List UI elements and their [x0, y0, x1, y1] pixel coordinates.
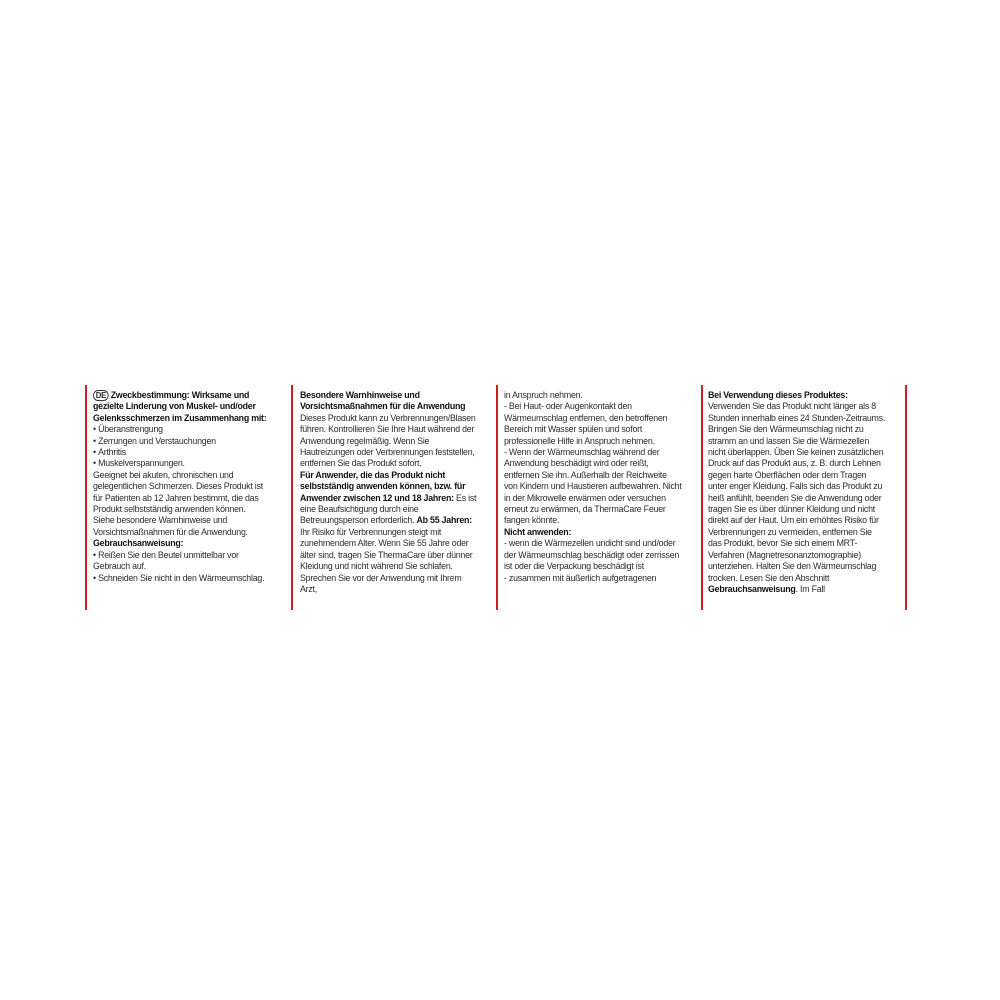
burn-warning-paragraph: Dieses Produkt kann zu Verbrennungen/Blasen führen. Kontrollieren Sie Ihre Haut während der Anwendung regelmäßig. Wenn Sie Hautreizungen oder Verbrennungen feststellen, entfernen Sie das Produkt sofort.: [300, 412, 476, 470]
supervision-paragraph: Für Anwender, die das Produkt nicht selbstständig anwenden können, bzw. für Anwender zwischen 12 und 18 Jahren: Es ist eine Beaufsichtigung durch eine Betreuungsperson erforderlich. Ab 55 Jahren: Ihr Risiko für Verbrennungen steigt mit zunehmendem Alter. Wenn Sie 55 Jahre oder älter sind, tragen Sie ThermaCare über dünner Kleidung und nicht während Sie schlafen. Sprechen Sie vor der Anwendung mit Ihrem Arzt,: [300, 469, 477, 595]
precaution-item: - Bei Haut- oder Augenkontakt den Wärmeumschlag entfernen, den betroffenen Bereich mit Wasser spülen und sofort professionelle Hilfe in Anspruch nehmen.: [504, 401, 668, 447]
column-usage: [708, 390, 886, 595]
column-precautions: [504, 390, 682, 584]
warnings-heading: Besondere Warnhinweise und Vorsichtsmaßnahmen für die Anwendung: [300, 390, 466, 413]
red-column-rule: [85, 385, 87, 610]
bullet-item: • Muskelverspannungen.: [93, 458, 271, 469]
bullet-item: • Überanstrengung: [93, 424, 271, 435]
red-column-rule: [701, 385, 703, 610]
red-column-rule: [905, 385, 907, 610]
instructions-heading: Gebrauchsanweisung:: [93, 538, 184, 550]
continued-line: in Anspruch nehmen.: [504, 390, 583, 401]
instruction-step: • Schneiden Sie nicht in den Wärmeumschlag.: [93, 573, 271, 584]
do-not-use-heading: Nicht anwenden:: [504, 526, 572, 538]
instruction-step: • Reißen Sie den Beutel unmittelbar vor Gebrauch auf.: [93, 550, 271, 573]
red-column-rule: [291, 385, 293, 610]
column-warnings: [300, 390, 478, 595]
bullet-item: • Arthritis: [93, 447, 271, 458]
intended-use-heading: DE Zweckbestimmung: Wirksame und gezielte Linderung von Muskel- und/oder Gelenksschmerzen im Zusammenhang mit:: [93, 390, 267, 424]
do-not-use-item: - zusammen mit äußerlich aufgetragenen: [504, 572, 657, 584]
see-warnings-paragraph: Siehe besondere Warnhinweise und Vorsichtsmaßnahmen für die Anwendung.: [93, 515, 248, 538]
suitability-paragraph: Geeignet bei akuten, chronischen und gelegentlichen Schmerzen. Dieses Produkt ist für Patienten ab 12 Jahren bestimmt, die das Produkt selbstständig anwenden können.: [93, 469, 263, 516]
language-badge: DE: [93, 390, 109, 401]
bullet-item: • Zerrungen und Verstauchungen: [93, 436, 271, 447]
red-column-rule: [496, 385, 498, 610]
do-not-use-item: - wenn die Wärmezellen undicht sind und/oder der Wärmeumschlag beschädigt oder zerrissen ist oder die Verpackung beschädigt ist: [504, 538, 680, 573]
precaution-item: - Wenn der Wärmeumschlag während der Anwendung beschädigt wird oder reißt, entfernen Sie ihn. Außerhalb der Reichweite von Kindern und Haustieren aufbewahren. Nicht in der Mikrowelle erwärmen oder versuchen erneut zu erwärmen, da ThermaCare Feuer fangen könnte.: [504, 447, 682, 527]
column-intended-use: [93, 390, 271, 584]
usage-paragraph: Bei Verwendung dieses Produktes: Verwenden Sie das Produkt nicht länger als 8 Stunden innerhalb eines 24 Stunden-Zeitraums. Bringen Sie den Wärmeumschlag nicht zu stramm an und lassen Sie die Wärmezellen nicht überlappen. Üben Sie keinen zusätzlichen Druck auf das Produkt aus, z. B. durch Lehnen gegen harte Oberflächen oder dem Tragen unter enger Kleidung. Falls sich das Produkt zu heiß anfühlt, beenden Sie die Anwendung oder tragen Sie es über dünner Kleidung und nicht direkt auf der Haut. Um ein erhöhtes Risiko für Verbrennungen zu vermeiden, entfernen Sie das Produkt, bevor Sie sich einem MRT-Verfahren (Magnetresonanztomographie) unterziehen. Halten Sie den Wärmeumschlag trocken. Lesen Sie den Abschnitt Gebrauchsanweisung. Im Fall: [708, 390, 886, 595]
leaflet-strip: [85, 385, 907, 610]
